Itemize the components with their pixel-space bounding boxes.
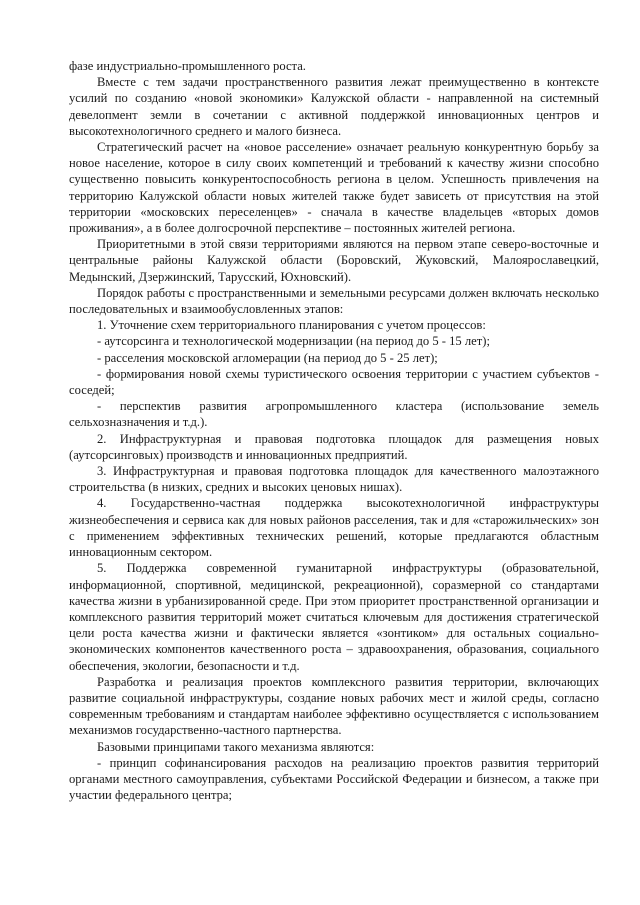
- list-item-1: 1. Уточнение схем территориального планирования с учетом процессов:: [97, 318, 486, 333]
- paragraph-base-principles: Базовыми принципами такого механизма являются:: [97, 739, 375, 754]
- list-subitem-outsourcing: - аутсорсинга и технологической модернизации (на период до 5 - 15 лет);: [97, 334, 490, 349]
- list-subitem-tourism: - формирования новой схемы туристического освоения территории с участием субъектов - соседей;: [69, 366, 599, 398]
- list-subitem-agro-cluster: - перспектив развития агропромышленного кластера (использование земель сельхозназначения и т.д.).: [69, 399, 599, 430]
- list-item-5: 5. Поддержка современной гуманитарной инфраструктуры (образовательной, информационной, спортивной, медицинской, рекреационной), соразмерной со стандартами качества жизни в урбанизированной среде. При этом приоритет пространственной организации и комплексного развития территорий может считаться ключевым для достижения стратегической цели роста качества жизни и фактически является «зонтиком» для остальных социально-экономических компонентов качественного роста – здравоохранения, образования, социального обеспечения, экологии, безопасности и т.д.: [69, 561, 599, 673]
- paragraph-work-order: Порядок работы с пространственными и земельными ресурсами должен включать несколько последовательных и взаимообусловленных этапов:: [69, 285, 599, 317]
- list-subitem-cofinancing: - принцип софинансирования расходов на реализацию проектов развития территорий органами местного самоуправления, субъектами Российской Федерации и бизнесом, а также при участии федерального центра;: [69, 755, 599, 803]
- paragraph-priority-territories: Приоритетными в этой связи территориями являются на первом этапе северо-восточные и центральные районы Калужской области (Боровский, Жуковский, Малоярославецкий, Медынский, Дзержинский, Тарусский, Юхновский).: [69, 237, 599, 284]
- paragraph-new-economy: Вместе с тем задачи пространственного развития лежат преимущественно в контексте усилий по созданию «новой экономики» Калужской области - направленной на системный девелопмент земли в сочетании с активной поддержкой инновационных центров и высокотехнологичного среднего и малого бизнеса.: [69, 75, 599, 138]
- list-item-3: 3. Инфраструктурная и правовая подготовка площадок для качественного малоэтажного строительства (в низких, средних и высоких ценовых нишах).: [69, 464, 599, 495]
- list-item-4: 4. Государственно-частная поддержка высокотехнологичной инфраструктуры жизнеобеспечения и сервиса как для новых районов расселения, так и для «старожильческих» зон с применением эффективных технических решений, которые предлагаются областным инновационным сектором.: [69, 496, 599, 560]
- paragraph-new-settlement: Стратегический расчет на «новое расселение» означает реальную конкурентную борьбу за новое население, которое в силу своих компетенций и требований к качеству жизни способно существенно повысить конкурентоспособность региона в целом. Успешность привлечения на территорию Калужской области новых жителей также будет зависеть от присутствия на этой территории «московских переселенцев» - сначала в качестве владельцев «вторых домов проживания», а в более долгосрочной перспективе – постоянных жителей региона.: [69, 140, 599, 236]
- document-body: [69, 58, 599, 803]
- paragraph-ppp: Разработка и реализация проектов комплексного развития территории, включающих развитие социальной инфраструктуры, создание новых рабочих мест и жилой среды, согласно современным требованиям и стандартам наиболее эффективно осуществляется с использованием механизмов государственно-частного партнерства.: [69, 674, 599, 738]
- list-item-2: 2. Инфраструктурная и правовая подготовка площадок для размещения новых (аутсорсинговых) производств и инновационных предприятий.: [69, 431, 599, 462]
- paragraph-continuation: фазе индустриально-промышленного роста.: [69, 59, 306, 73]
- list-subitem-moscow-agglomeration: - расселения московской агломерации (на период до 5 - 25 лет);: [97, 350, 438, 365]
